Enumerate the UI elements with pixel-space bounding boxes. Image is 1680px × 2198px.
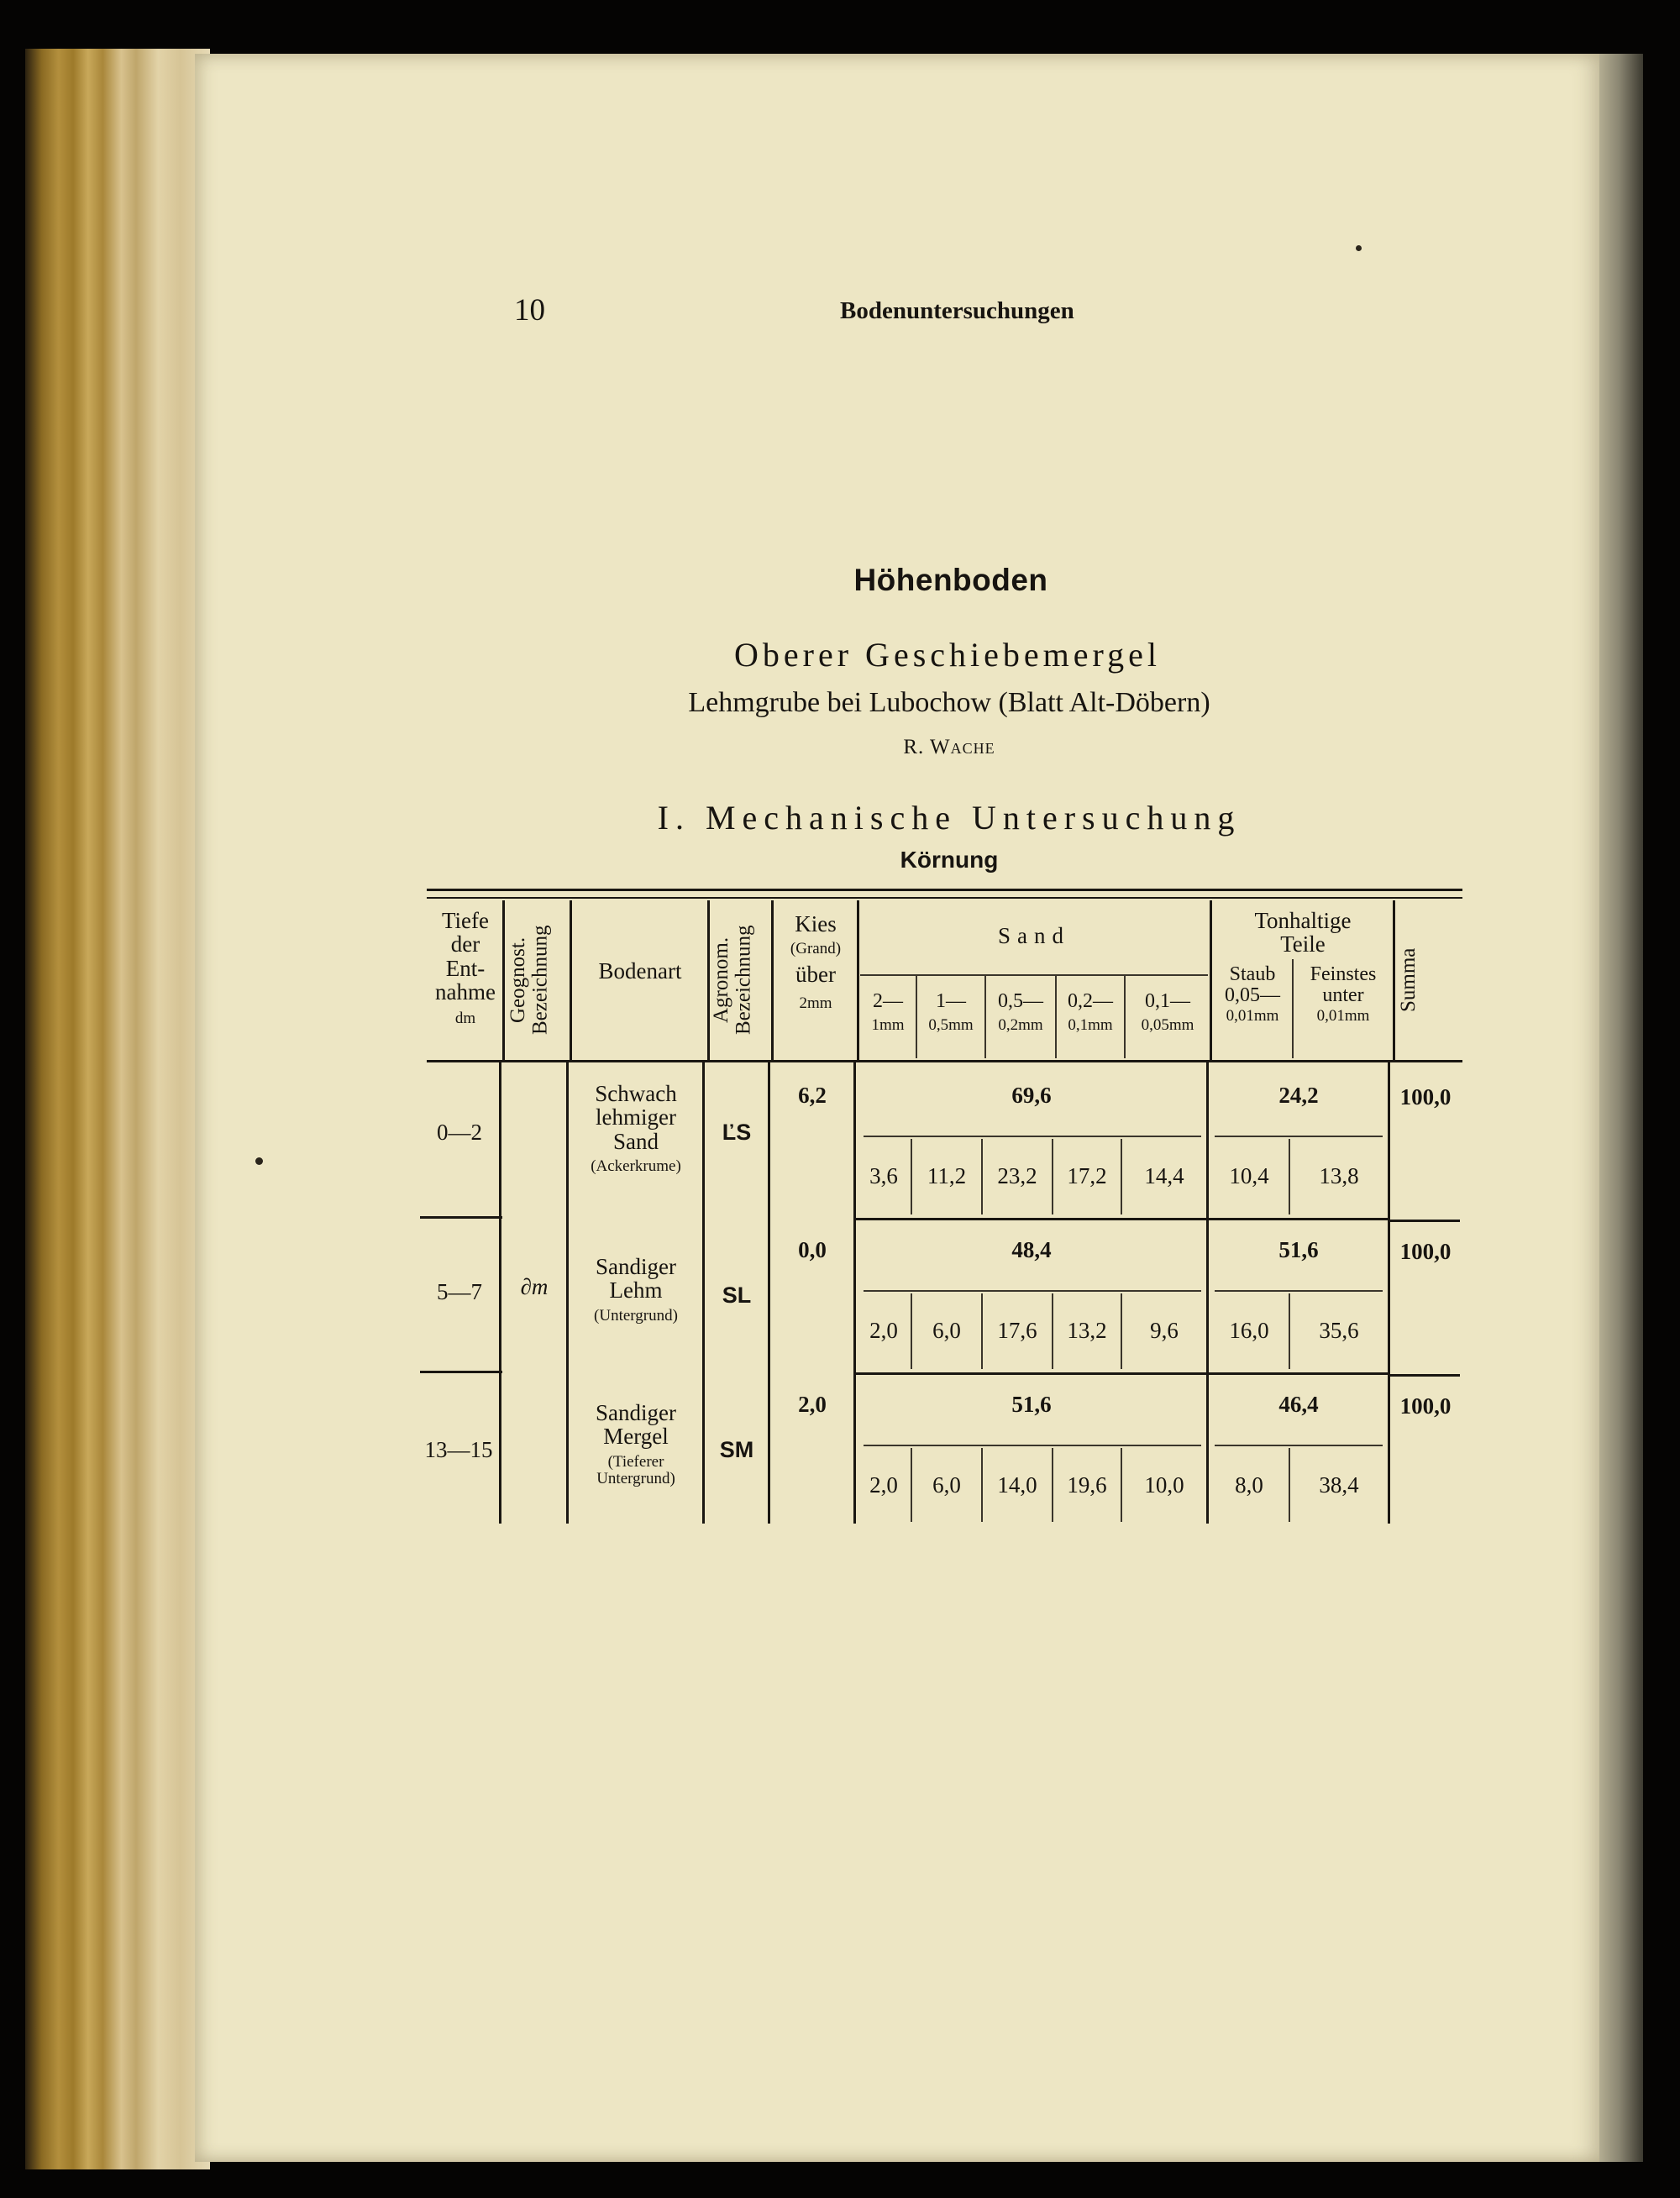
header-sand-unit: 0,2mm bbox=[998, 1016, 1043, 1035]
cell-summa: 100,0 bbox=[1399, 1393, 1452, 1419]
cell-ton: 8,0 bbox=[1235, 1472, 1263, 1498]
header-sand-range: 1— bbox=[936, 990, 966, 1012]
header-tonhaltige-line: Teile bbox=[1280, 931, 1326, 957]
header-geognost-line: Geognost. bbox=[507, 936, 529, 1024]
header-feinstes bbox=[1294, 964, 1393, 1025]
bodenart-line: Mergel bbox=[603, 1424, 669, 1450]
subtotal-rule bbox=[864, 1445, 1201, 1446]
header-sand-range: 0,1— bbox=[1145, 990, 1190, 1012]
header-agronom bbox=[711, 905, 769, 1055]
header-tiefe-unit: dm bbox=[454, 1010, 476, 1028]
bodenart-line: Sand bbox=[613, 1128, 659, 1154]
subtotal-rule bbox=[864, 1290, 1201, 1292]
table-top-rule bbox=[427, 897, 1462, 899]
cell-ton: 38,4 bbox=[1319, 1472, 1359, 1498]
row-rule bbox=[1389, 1374, 1460, 1377]
header-staub bbox=[1213, 964, 1292, 1025]
cell-tiefe: 0—2 bbox=[437, 1120, 482, 1145]
header-sand-2-1 bbox=[860, 991, 916, 1034]
cell-sand-total: 69,6 bbox=[1011, 1083, 1052, 1108]
header-sand-unit: 0,5mm bbox=[928, 1016, 974, 1035]
header-kies bbox=[774, 912, 857, 1012]
col-rule bbox=[1206, 1062, 1209, 1524]
locality: Lehmgrube bei Lubochow (Blatt Alt-Döbern) bbox=[688, 687, 1210, 718]
subtitle: Oberer Geschiebemergel bbox=[734, 636, 1161, 674]
header-agronom-line: Bezeichnung bbox=[732, 925, 755, 1036]
header-ton-line: Staub bbox=[1229, 963, 1276, 985]
cell-kies: 6,2 bbox=[798, 1083, 827, 1108]
cell-kies: 0,0 bbox=[798, 1237, 827, 1262]
header-geognost-line: Bezeichnung bbox=[528, 925, 552, 1036]
cell-sand: 14,4 bbox=[1144, 1163, 1184, 1188]
cell-bodenart bbox=[570, 1255, 702, 1325]
header-tiefe-line: der bbox=[450, 931, 480, 957]
header-ton-line: 0,05— bbox=[1225, 984, 1280, 1007]
header-tonhaltige bbox=[1213, 909, 1393, 957]
col-rule bbox=[570, 900, 572, 1060]
header-tiefe bbox=[427, 909, 504, 1027]
cell-tiefe: 5—7 bbox=[437, 1279, 482, 1304]
header-tiefe-line: Tiefe bbox=[441, 908, 489, 933]
bodenart-line: Schwach bbox=[595, 1081, 677, 1106]
bodenart-line: Lehm bbox=[609, 1277, 663, 1304]
col-rule bbox=[1393, 900, 1395, 1060]
bodenart-line: Sandiger bbox=[596, 1254, 676, 1279]
cell-tiefe: 13—15 bbox=[424, 1437, 493, 1462]
cell-sand-total: 48,4 bbox=[1011, 1237, 1052, 1262]
cell-sand: 23,2 bbox=[997, 1163, 1037, 1188]
header-tiefe-line: nahme bbox=[435, 979, 496, 1005]
cell-sand-total: 51,6 bbox=[1011, 1392, 1052, 1417]
subtotal-rule bbox=[1215, 1136, 1383, 1137]
row-rule bbox=[420, 1216, 502, 1219]
header-sand-05-02 bbox=[986, 991, 1055, 1034]
col-rule bbox=[566, 1062, 569, 1524]
col-rule bbox=[1388, 1062, 1390, 1524]
header-sand-02-01 bbox=[1057, 991, 1124, 1034]
bodenart-line: lehmiger bbox=[596, 1104, 676, 1130]
header-sand-unit: 1mm bbox=[871, 1016, 905, 1035]
header-ton-unit: 0,01mm bbox=[1226, 1007, 1279, 1026]
subtotal-rule bbox=[1215, 1445, 1383, 1446]
bodenart-note: (Untergrund) bbox=[594, 1306, 678, 1325]
cell-sand: 9,6 bbox=[1150, 1318, 1179, 1343]
cell-ton-total: 24,2 bbox=[1278, 1083, 1319, 1108]
cell-ton: 35,6 bbox=[1319, 1318, 1359, 1343]
cell-summa: 100,0 bbox=[1399, 1239, 1452, 1264]
paper-speck bbox=[255, 1157, 263, 1165]
author: R. Wache bbox=[903, 736, 995, 758]
header-sand: Sand bbox=[998, 923, 1070, 948]
cell-agronom: SM bbox=[719, 1437, 754, 1462]
cell-ton: 13,8 bbox=[1319, 1163, 1359, 1188]
cell-sand: 13,2 bbox=[1067, 1318, 1107, 1343]
geognost-symbol: ∂m bbox=[520, 1274, 549, 1299]
cell-sand: 2,0 bbox=[869, 1472, 898, 1498]
header-ton-line: unter bbox=[1322, 984, 1364, 1007]
col-rule bbox=[768, 1062, 770, 1524]
running-head: Bodenuntersuchungen bbox=[840, 297, 1074, 324]
cell-agronom: SL bbox=[722, 1283, 752, 1308]
cell-ton: 16,0 bbox=[1229, 1318, 1269, 1343]
cell-sand: 10,0 bbox=[1144, 1472, 1184, 1498]
header-ton-line: Feinstes bbox=[1310, 963, 1377, 985]
bodenart-note: Untergrund) bbox=[596, 1469, 675, 1487]
header-summa: Summa bbox=[1397, 947, 1420, 1013]
row-rule bbox=[1389, 1220, 1460, 1222]
cell-sand: 2,0 bbox=[869, 1318, 898, 1343]
bodenart-line: Sandiger bbox=[596, 1400, 676, 1425]
header-bottom-rule bbox=[427, 1060, 1462, 1062]
book-page-edges bbox=[25, 49, 210, 2169]
table-top-rule bbox=[427, 889, 1462, 891]
cell-bodenart bbox=[570, 1082, 702, 1175]
row-rule bbox=[420, 1371, 502, 1373]
col-rule bbox=[771, 900, 774, 1060]
paper-speck bbox=[1356, 245, 1362, 251]
cell-sand: 6,0 bbox=[932, 1472, 961, 1498]
cell-sand: 6,0 bbox=[932, 1318, 961, 1343]
header-tiefe-line: Ent- bbox=[445, 955, 486, 981]
cell-sand: 19,6 bbox=[1067, 1472, 1107, 1498]
header-sand-unit: 0,05mm bbox=[1141, 1016, 1194, 1035]
row-rule bbox=[853, 1218, 1206, 1220]
header-geognost bbox=[507, 905, 566, 1055]
header-sand-range: 0,5— bbox=[998, 990, 1043, 1012]
cell-bodenart bbox=[570, 1401, 702, 1487]
section-heading: I. Mechanische Untersuchung bbox=[657, 799, 1242, 837]
row-rule bbox=[1208, 1372, 1389, 1375]
cell-sand: 14,0 bbox=[997, 1472, 1037, 1498]
section-subheading: Körnung bbox=[900, 847, 999, 873]
page-gutter-shadow bbox=[1599, 54, 1643, 2162]
header-tonhaltige-line: Tonhaltige bbox=[1254, 908, 1352, 933]
header-sand-01-005 bbox=[1126, 991, 1210, 1034]
scan-background bbox=[1643, 0, 1680, 2198]
header-kies-line: (Grand) bbox=[790, 940, 842, 958]
header-sand-unit: 0,1mm bbox=[1068, 1016, 1113, 1035]
bodenart-note: (Ackerkrume) bbox=[591, 1157, 681, 1176]
col-rule bbox=[857, 900, 859, 1060]
cell-ton: 10,4 bbox=[1229, 1163, 1269, 1188]
header-sand-range: 2— bbox=[873, 990, 903, 1012]
header-sand-range: 0,2— bbox=[1068, 990, 1113, 1012]
col-rule bbox=[499, 1062, 501, 1524]
cell-summa: 100,0 bbox=[1399, 1084, 1452, 1109]
cell-agronom: ĽS bbox=[722, 1120, 752, 1145]
page-number: 10 bbox=[514, 293, 545, 328]
header-ton-unit: 0,01mm bbox=[1316, 1007, 1370, 1026]
header-agronom-line: Agronom. bbox=[710, 936, 732, 1024]
subtotal-rule bbox=[864, 1136, 1201, 1137]
sand-subheader-rule bbox=[860, 974, 1208, 976]
header-bodenart: Bodenart bbox=[598, 958, 682, 984]
col-rule bbox=[853, 1062, 856, 1524]
cell-sand: 17,6 bbox=[997, 1318, 1037, 1343]
header-kies-line: Kies bbox=[795, 911, 837, 936]
header-kies-line: über bbox=[795, 962, 836, 988]
header-kies-unit: 2mm bbox=[799, 994, 832, 1012]
cell-kies: 2,0 bbox=[798, 1392, 827, 1417]
cell-ton-total: 46,4 bbox=[1278, 1392, 1319, 1417]
cell-sand: 3,6 bbox=[869, 1163, 898, 1188]
subtotal-rule bbox=[1215, 1290, 1383, 1292]
cell-sand: 17,2 bbox=[1067, 1163, 1107, 1188]
header-sand-1-05 bbox=[917, 991, 984, 1034]
row-rule bbox=[1208, 1218, 1389, 1220]
cell-sand: 11,2 bbox=[927, 1163, 967, 1188]
row-rule bbox=[853, 1372, 1206, 1375]
col-rule bbox=[702, 1062, 705, 1524]
page-title: Höhenboden bbox=[853, 563, 1048, 597]
col-rule bbox=[1210, 900, 1212, 1060]
bodenart-note: (Tieferer bbox=[607, 1452, 664, 1471]
cell-ton-total: 51,6 bbox=[1278, 1237, 1319, 1262]
